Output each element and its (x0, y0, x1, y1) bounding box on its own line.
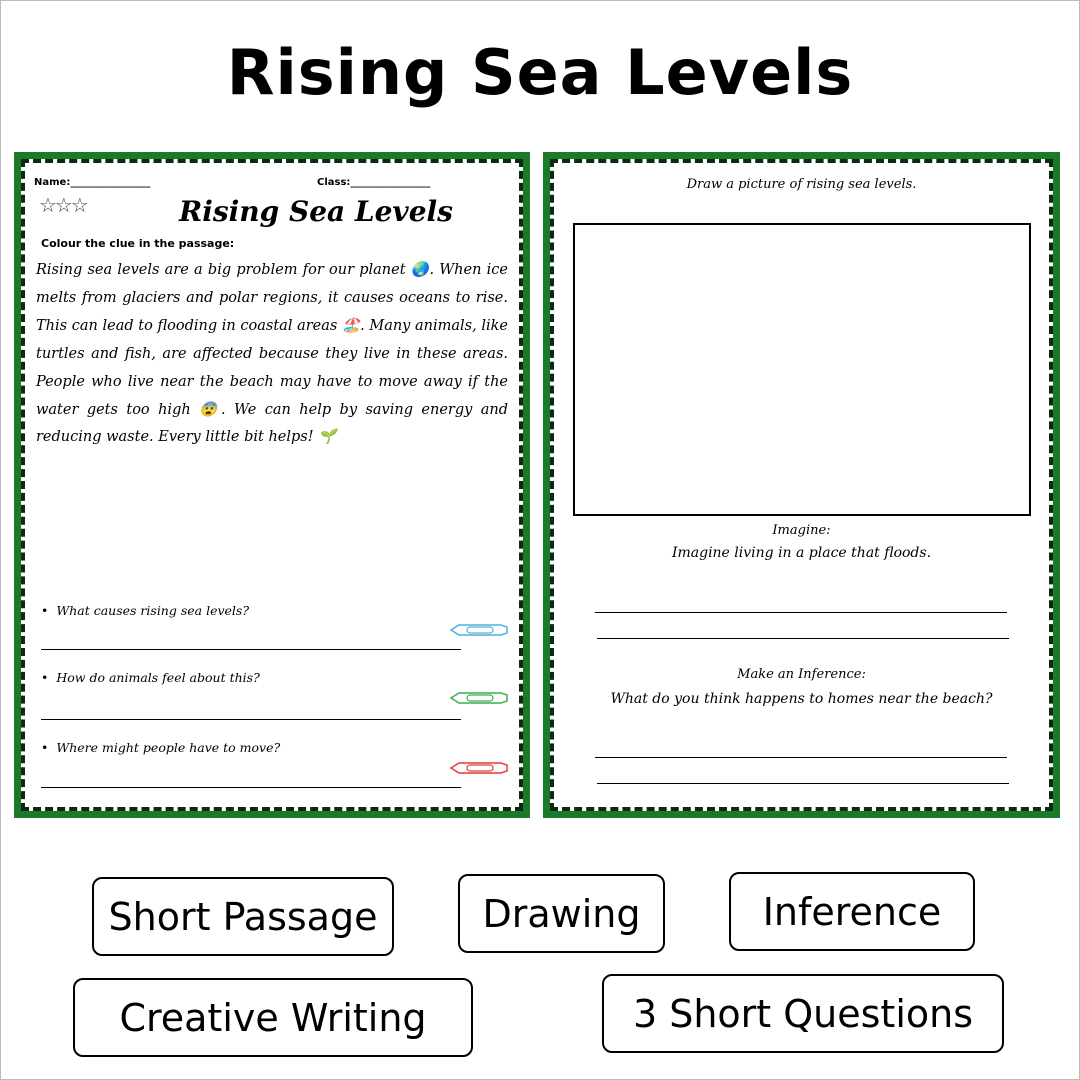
answer-line[interactable] (41, 649, 461, 650)
imagine-text: Imagine living in a place that floods. (671, 545, 932, 561)
question-text: How do animals feel about this? (56, 670, 260, 685)
question-text: What causes rising sea levels? (56, 603, 250, 618)
rating-stars-icon: ☆☆☆ (39, 193, 87, 217)
tag-inference: Inference (729, 872, 975, 951)
main-title: Rising Sea Levels (226, 36, 854, 109)
writing-line[interactable] (597, 783, 1009, 784)
page-content (558, 167, 1045, 803)
page-content (29, 167, 515, 803)
answer-line[interactable] (41, 719, 461, 720)
writing-line[interactable] (595, 612, 1007, 613)
crayon-icon-green (449, 691, 509, 705)
crayon-icon-blue (449, 623, 509, 637)
imagine-heading: Imagine: (772, 523, 831, 538)
tag-3-short-questions: 3 Short Questions (602, 974, 1004, 1053)
writing-line[interactable] (597, 638, 1009, 639)
reading-passage: Rising sea levels are a big problem for our planet 🌏. When ice melts from glaciers and polar regions, it causes oceans to rise. This can lead to flooding in coastal areas 🏖️. Many animals, like turtles and fish, are affected because they live in these areas. People who live near the beach may have to move away if the water gets too high 😨. We can help by saving energy and reducing waste. Every little bit helps! 🌱 (36, 262, 508, 446)
crayon-icon-red (449, 761, 509, 775)
question-text: Where might people have to move? (56, 740, 281, 755)
worksheet-title: Rising Sea Levels (179, 195, 453, 228)
instruction-text: Colour the clue in the passage: (41, 237, 235, 250)
worksheet-page-left (14, 152, 530, 818)
tag-drawing: Drawing (458, 874, 665, 953)
class-field-label: Class:________________ (317, 177, 431, 188)
name-field-label: Name:________________ (34, 177, 151, 188)
drawing-box[interactable] (573, 223, 1031, 516)
draw-prompt: Draw a picture of rising sea levels. (686, 177, 917, 192)
worksheet-page-right (543, 152, 1060, 818)
inference-heading: Make an Inference: (737, 667, 866, 682)
tag-creative-writing: Creative Writing (73, 978, 473, 1057)
inference-text: What do you think happens to homes near the beach? (610, 691, 993, 707)
question-item: • What causes rising sea levels? (41, 603, 250, 618)
tag-short-passage: Short Passage (92, 877, 394, 956)
writing-line[interactable] (595, 757, 1007, 758)
question-item: • Where might people have to move? (41, 740, 281, 755)
question-item: • How do animals feel about this? (41, 670, 260, 685)
answer-line[interactable] (41, 787, 461, 788)
